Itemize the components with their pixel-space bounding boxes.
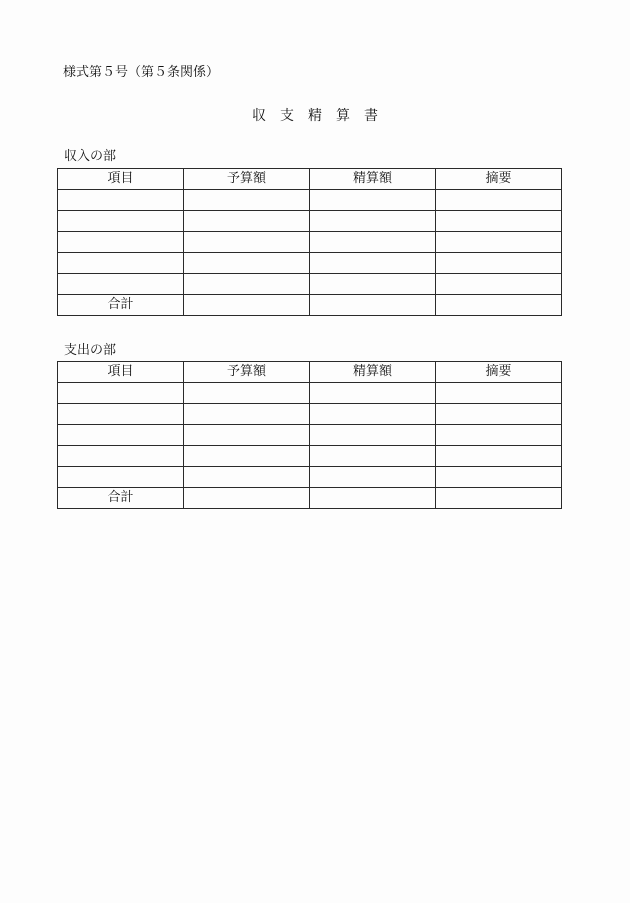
- table-row: [58, 446, 562, 467]
- table-cell[interactable]: [310, 404, 436, 425]
- table-header-row: [58, 362, 562, 383]
- table-cell[interactable]: [58, 232, 184, 253]
- expense-section-label: 支出の部: [64, 343, 117, 358]
- title-char: 算: [336, 108, 350, 124]
- title-char: 支: [280, 108, 294, 124]
- total-row: [58, 488, 562, 509]
- title-char: 書: [364, 108, 378, 124]
- table-row: [58, 232, 562, 253]
- title-char: 収: [252, 108, 266, 124]
- table-cell[interactable]: [58, 446, 184, 467]
- title-char: 精: [308, 108, 322, 124]
- table-row: [58, 383, 562, 404]
- column-header-settled: 精算額: [310, 169, 436, 190]
- form-number: 様式第５号（第５条関係）: [63, 65, 220, 80]
- table-row: [58, 211, 562, 232]
- table-cell[interactable]: [58, 274, 184, 295]
- document-title: [0, 106, 630, 126]
- table-cell[interactable]: [184, 253, 310, 274]
- table-cell[interactable]: [184, 404, 310, 425]
- table-cell[interactable]: [436, 295, 562, 316]
- table-cell[interactable]: [184, 425, 310, 446]
- table-header-row: [58, 169, 562, 190]
- table-cell[interactable]: [310, 190, 436, 211]
- table-cell[interactable]: [58, 467, 184, 488]
- table-cell[interactable]: [436, 467, 562, 488]
- table-cell[interactable]: [310, 253, 436, 274]
- table-cell[interactable]: [184, 488, 310, 509]
- total-row: [58, 295, 562, 316]
- table-cell[interactable]: [58, 404, 184, 425]
- table-cell[interactable]: [436, 404, 562, 425]
- table-cell[interactable]: [184, 274, 310, 295]
- table-cell[interactable]: [184, 467, 310, 488]
- column-header-item: 項目: [58, 169, 184, 190]
- table-cell[interactable]: [184, 211, 310, 232]
- column-header-remarks: 摘要: [436, 362, 562, 383]
- table-cell[interactable]: [184, 295, 310, 316]
- income-section-label: 収入の部: [64, 149, 117, 164]
- column-header-settled: 精算額: [310, 362, 436, 383]
- table-row: [58, 467, 562, 488]
- table-cell[interactable]: [184, 232, 310, 253]
- table-row: [58, 425, 562, 446]
- table-cell[interactable]: [58, 425, 184, 446]
- table-cell[interactable]: [310, 467, 436, 488]
- table-row: [58, 404, 562, 425]
- table-cell[interactable]: [310, 295, 436, 316]
- table-cell[interactable]: [58, 253, 184, 274]
- table-cell[interactable]: [58, 383, 184, 404]
- table-cell[interactable]: [184, 383, 310, 404]
- table-cell[interactable]: [310, 232, 436, 253]
- table-row: [58, 190, 562, 211]
- column-header-item: 項目: [58, 362, 184, 383]
- table-cell[interactable]: [310, 446, 436, 467]
- table-cell[interactable]: [184, 190, 310, 211]
- table-cell[interactable]: [58, 211, 184, 232]
- total-label: 合計: [58, 488, 184, 509]
- table-row: [58, 274, 562, 295]
- table-cell[interactable]: [310, 383, 436, 404]
- table-cell[interactable]: [436, 190, 562, 211]
- table-cell[interactable]: [184, 446, 310, 467]
- table-cell[interactable]: [436, 488, 562, 509]
- table-cell[interactable]: [436, 211, 562, 232]
- table-cell[interactable]: [436, 274, 562, 295]
- table-cell[interactable]: [436, 253, 562, 274]
- table-cell[interactable]: [436, 425, 562, 446]
- table-cell[interactable]: [436, 446, 562, 467]
- table-cell[interactable]: [310, 274, 436, 295]
- table-cell[interactable]: [436, 383, 562, 404]
- table-cell[interactable]: [310, 488, 436, 509]
- total-label: 合計: [58, 295, 184, 316]
- expense-table: [57, 361, 562, 509]
- income-table: [57, 168, 562, 316]
- column-header-remarks: 摘要: [436, 169, 562, 190]
- table-cell[interactable]: [310, 211, 436, 232]
- table-cell[interactable]: [436, 232, 562, 253]
- table-cell[interactable]: [58, 190, 184, 211]
- column-header-budget: 予算額: [184, 169, 310, 190]
- column-header-budget: 予算額: [184, 362, 310, 383]
- table-row: [58, 253, 562, 274]
- table-cell[interactable]: [310, 425, 436, 446]
